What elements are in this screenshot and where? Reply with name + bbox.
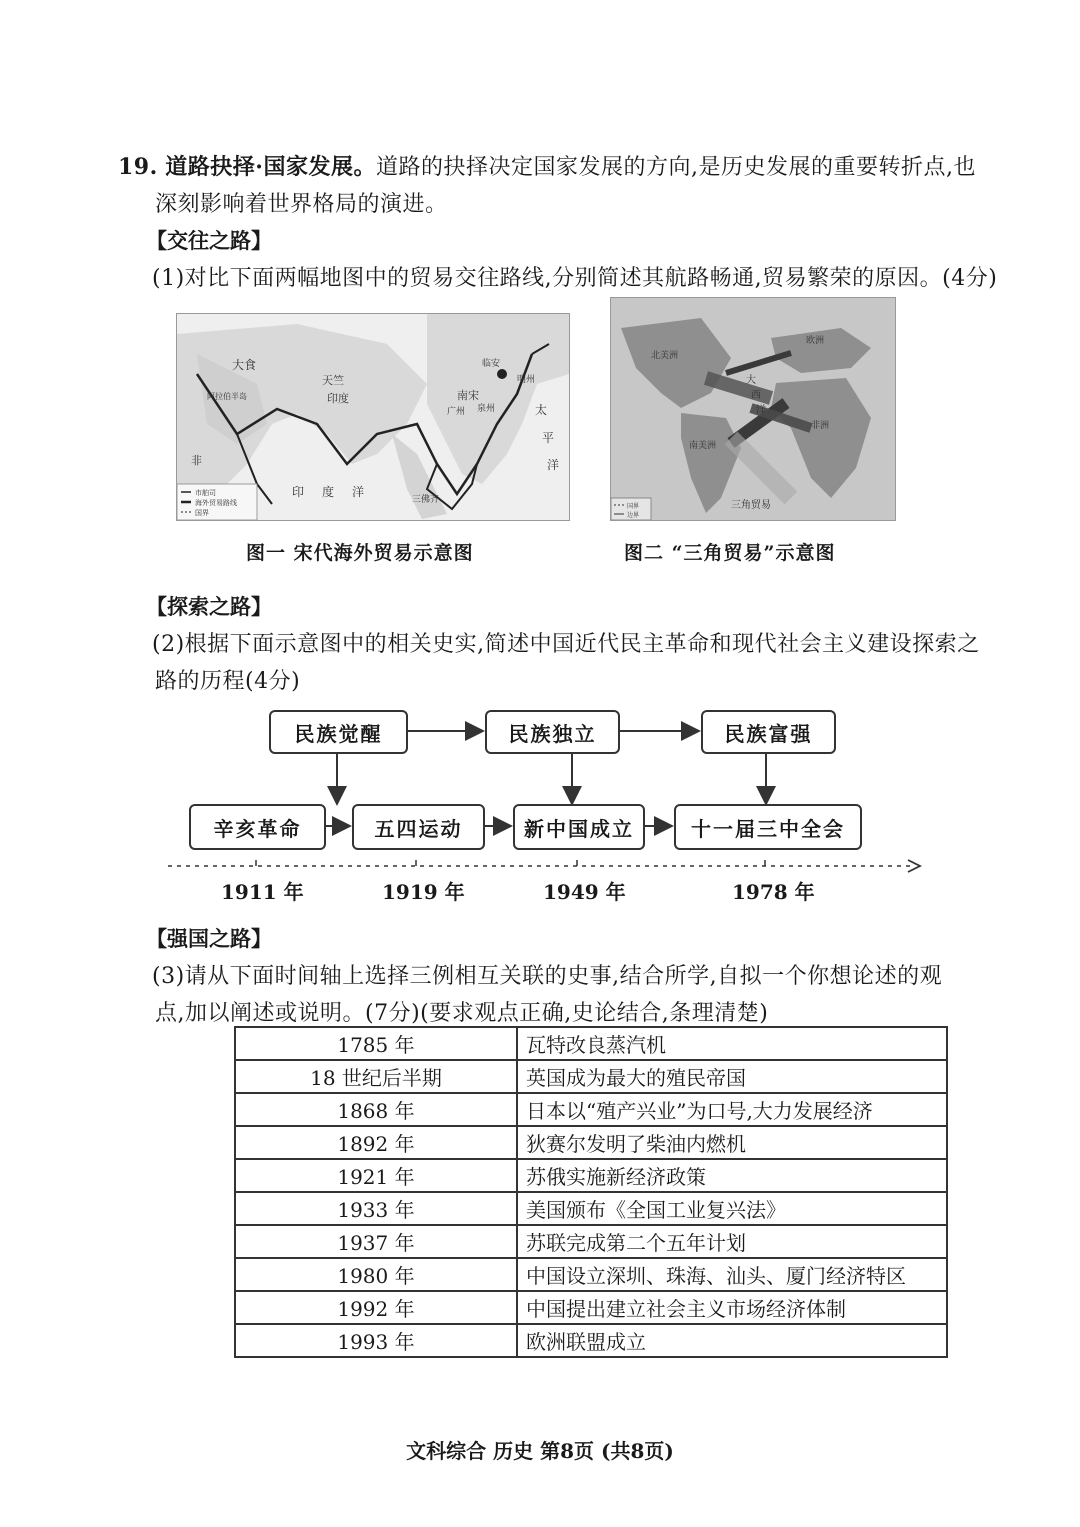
- timeline-year-label: 1919 年: [382, 880, 465, 904]
- event-description-cell: 日本以“殖产兴业”为口号,大力发展经济: [517, 1093, 947, 1126]
- table-row: [235, 1159, 947, 1192]
- flow-box-third-plenum: 十一届三中全会: [674, 804, 862, 850]
- map1-caption: 图一 宋代海外贸易示意图: [246, 542, 474, 564]
- flow-box-may-fourth-movement: 五四运动: [352, 804, 485, 850]
- event-description-cell: 中国设立深圳、珠海、汕头、厦门经济特区: [517, 1258, 947, 1291]
- section-heading-exchange: 【交往之路】: [146, 228, 272, 253]
- map1-label: 三佛齐: [412, 495, 440, 505]
- table-row: [235, 1192, 947, 1225]
- part2-prompt-line2: 路的历程(4分): [155, 669, 301, 694]
- event-description-cell: 苏俄实施新经济政策: [517, 1159, 947, 1192]
- flow-box-national-prosperity: 民族富强: [701, 710, 836, 754]
- map2-label: 三角贸易: [731, 500, 771, 511]
- map2-label: 北美洲: [651, 351, 679, 361]
- part3-prompt-line2: 点,加以阐述或说明。(7分)(要求观点正确,史论结合,条理清楚): [155, 1001, 769, 1026]
- event-description-cell: 英国成为最大的殖民帝国: [517, 1060, 947, 1093]
- map1-label: 天竺: [322, 374, 344, 387]
- page-footer: 文科综合 历史 第8页 (共8页): [406, 1439, 674, 1463]
- part3-prompt-line1: (3)请从下面时间轴上选择三例相互关联的史事,结合所学,自拟一个你想论述的观: [152, 964, 943, 989]
- event-description-cell: 苏联完成第二个五年计划: [517, 1225, 947, 1258]
- event-description-cell: 美国颁布《全国工业复兴法》: [517, 1192, 947, 1225]
- question-number: 19.: [118, 154, 158, 180]
- map1-label: 泉州: [477, 404, 496, 414]
- map1-label: 阿拉伯半岛: [207, 392, 247, 401]
- table-row: [235, 1324, 947, 1357]
- table-row: [235, 1093, 947, 1126]
- section-heading-exploration: 【探索之路】: [146, 594, 272, 619]
- triangle-trade-map: [610, 297, 896, 521]
- flow-box-national-independence: 民族独立: [485, 710, 620, 754]
- part2-prompt-line1: (2)根据下面示意图中的相关史实,简述中国近代民主革命和现代社会主义建设探索之: [152, 632, 980, 657]
- map1-label: 非: [191, 454, 202, 467]
- timeline-year-label: 1949 年: [543, 880, 626, 904]
- table-row: [235, 1126, 947, 1159]
- table-row: [235, 1258, 947, 1291]
- question-title: 道路抉择·国家发展。: [165, 154, 376, 180]
- event-year-cell: 1921 年: [235, 1159, 517, 1192]
- map1-label: 平: [542, 431, 555, 445]
- question-intro: 道路的抉择决定国家发展的方向,是历史发展的重要转折点,也: [375, 155, 976, 180]
- map1-label: 广州: [447, 407, 466, 417]
- map1-label: 度: [322, 485, 335, 499]
- map2-label: 非洲: [811, 421, 830, 431]
- map1-label: 印度: [327, 392, 349, 405]
- lin-an-marker-icon: [497, 369, 507, 379]
- event-description-cell: 欧洲联盟成立: [517, 1324, 947, 1357]
- section-heading-power: 【强国之路】: [146, 926, 272, 951]
- map2-legend-label: 国界: [627, 503, 640, 510]
- event-year-cell: 1892 年: [235, 1126, 517, 1159]
- table-row: [235, 1027, 947, 1060]
- event-description-cell: 瓦特改良蒸汽机: [517, 1027, 947, 1060]
- table-row: [235, 1060, 947, 1093]
- part1-prompt: (1)对比下面两幅地图中的贸易交往路线,分别简述其航路畅通,贸易繁荣的原因。(4分): [152, 266, 998, 291]
- event-year-cell: 18 世纪后半期: [235, 1060, 517, 1093]
- map2-label: 洋: [756, 405, 766, 416]
- event-description-cell: 中国提出建立社会主义市场经济体制: [517, 1291, 947, 1324]
- event-year-cell: 1980 年: [235, 1258, 517, 1291]
- map2-legend-label: 边界: [627, 512, 640, 519]
- flow-box-national-awakening: 民族觉醒: [269, 710, 408, 754]
- table-row: [235, 1291, 947, 1324]
- map1-label: 大食: [232, 358, 257, 372]
- flow-box-xinhai-revolution: 辛亥革命: [189, 804, 326, 850]
- timeline-year-label: 1978 年: [732, 880, 815, 904]
- map1-label: 明州: [517, 375, 536, 385]
- map2-caption: 图二 “三角贸易”示意图: [624, 542, 836, 564]
- map1-label: 洋: [547, 458, 560, 472]
- map1-legend-label: 海外贸易路线: [195, 499, 237, 507]
- map2-label: 欧洲: [806, 336, 825, 346]
- map1-label: 临安: [482, 359, 501, 369]
- question-intro-line2: 深刻影响着世界格局的演进。: [155, 192, 448, 217]
- event-year-cell: 1933 年: [235, 1192, 517, 1225]
- map1-label: 南宋: [457, 389, 479, 402]
- table-row: [235, 1225, 947, 1258]
- map2-label: 大: [746, 375, 756, 386]
- history-events-table: [234, 1026, 948, 1358]
- song-dynasty-trade-map: [176, 313, 570, 521]
- event-year-cell: 1785 年: [235, 1027, 517, 1060]
- map1-label: 太: [535, 403, 548, 417]
- map2-label: 西: [751, 390, 761, 401]
- map1-legend-label: 国界: [195, 509, 209, 517]
- timeline-year-label: 1911 年: [221, 880, 304, 904]
- event-description-cell: 狄赛尔发明了柴油内燃机: [517, 1126, 947, 1159]
- map2-label: 南美洲: [689, 441, 717, 451]
- event-year-cell: 1993 年: [235, 1324, 517, 1357]
- map1-label: 洋: [352, 485, 365, 499]
- flow-box-new-china-founded: 新中国成立: [513, 804, 645, 850]
- map1-legend-label: 市舶司: [195, 489, 216, 497]
- event-year-cell: 1868 年: [235, 1093, 517, 1126]
- question-header-line1: [118, 150, 976, 181]
- map1-label: 印: [292, 485, 305, 499]
- event-year-cell: 1992 年: [235, 1291, 517, 1324]
- event-year-cell: 1937 年: [235, 1225, 517, 1258]
